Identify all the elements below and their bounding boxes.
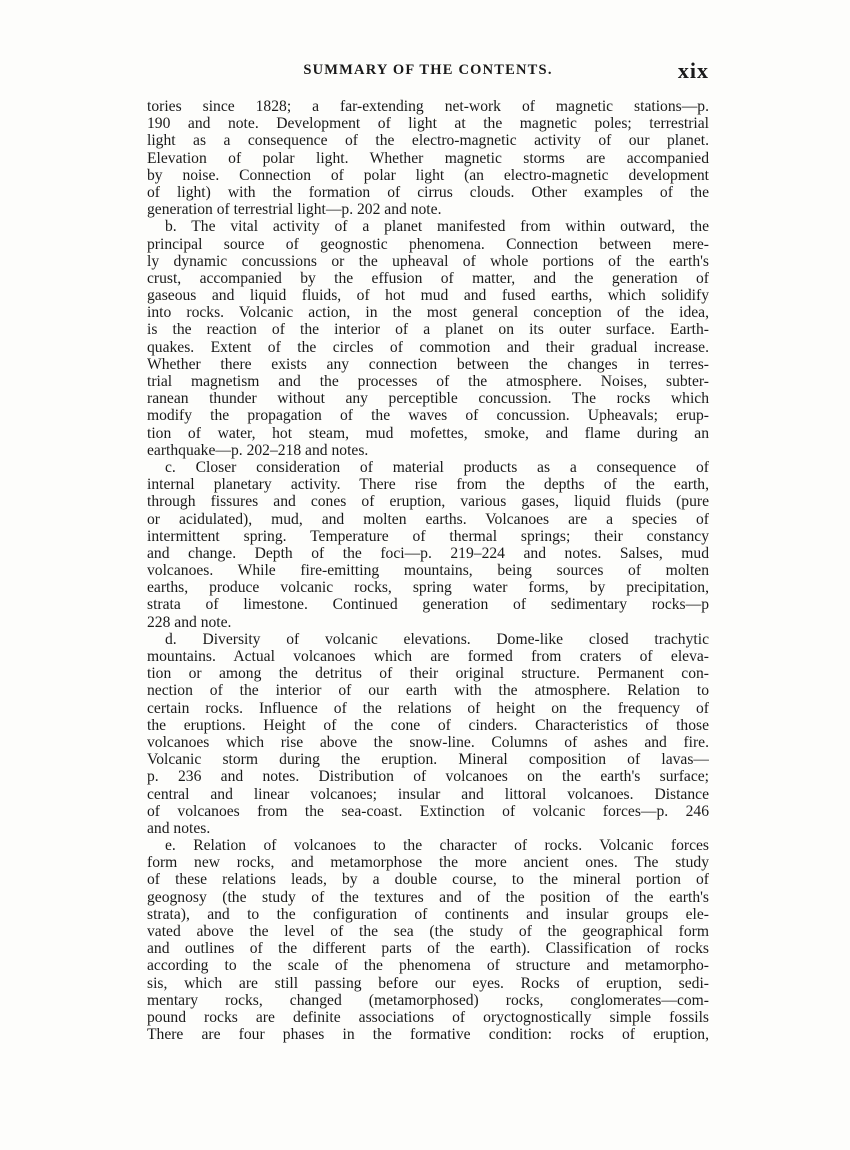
text-line: is the reaction of the interior of a planet on its outer surface. Earth- xyxy=(147,321,709,339)
paragraph-start-d: d. Diversity of volcanic elevations. Dome-like closed trachytic xyxy=(165,630,709,648)
text-line: light as a consequence of the electro-magnetic activity of our planet. xyxy=(147,132,709,150)
text-line: tories since 1828; a far-extending net-work of magnetic stations—p. xyxy=(147,98,709,115)
text-line: tion or among the detritus of their original structure. Permanent con- xyxy=(147,665,709,683)
text-line: 190 and note. Development of light at the magnetic poles; terrestrial xyxy=(147,115,709,133)
text-line: geognosy (the study of the textures and of the position of the earth's xyxy=(147,888,709,906)
text-line: through fissures and cones of eruption, various gases, liquid fluids (pure xyxy=(147,493,709,511)
text-line: volcanoes. While fire-emitting mountains, being sources of molten xyxy=(147,562,709,580)
text-line: pound rocks are definite associations of oryctognostically simple fossils xyxy=(147,1008,709,1026)
running-title: SUMMARY OF THE CONTENTS. xyxy=(303,62,553,78)
text-line: by noise. Connection of polar light (an electro-magnetic development xyxy=(147,166,709,184)
text-line: of light) with the formation of cirrus clouds. Other examples of the xyxy=(147,183,709,201)
text-line: ranean thunder without any perceptible concussion. The rocks which xyxy=(147,390,709,408)
text-line: internal planetary activity. There rise from the depths of the earth, xyxy=(147,476,709,494)
text-line: certain rocks. Influence of the relations of height on the frequency of xyxy=(147,699,709,717)
text-line: and outlines of the different parts of the earth). Classification of rocks xyxy=(147,940,709,958)
text-line: form new rocks, and metamorphose the more ancient ones. The study xyxy=(147,854,709,872)
text-line: earthquake—p. 202–218 and notes. xyxy=(147,441,369,459)
paragraph-start-b: b. The vital activity of a planet manifested from within outward, the xyxy=(165,218,709,236)
text-line: generation of terrestrial light—p. 202 and note. xyxy=(147,201,442,219)
text-line: modify the propagation of the waves of concussion. Upheavals; erup- xyxy=(147,407,709,425)
text-line: earths, produce volcanic rocks, spring water forms, by precipitation, xyxy=(147,579,709,597)
text-line: into rocks. Volcanic action, in the most general conception of the idea, xyxy=(147,304,709,322)
text-line: Elevation of polar light. Whether magnetic storms are accompanied xyxy=(147,149,709,167)
text-line: principal source of geognostic phenomena. Connection between mere- xyxy=(147,235,709,253)
paragraph-start-c: c. Closer consideration of material products as a consequence of xyxy=(165,458,709,476)
text-line: of these relations leads, by a double course, to the mineral portion of xyxy=(147,871,709,889)
text-line: mountains. Actual volcanoes which are formed from craters of eleva- xyxy=(147,648,709,665)
text-line: according to the scale of the phenomena of structure and metamorpho- xyxy=(147,957,709,975)
text-line: quakes. Extent of the circles of commotion and their gradual increase. xyxy=(147,338,709,356)
text-line: strata), and to the configuration of continents and insular groups ele- xyxy=(147,905,709,923)
text-line: tion of water, hot steam, mud mofettes, smoke, and flame during an xyxy=(147,424,709,442)
text-line: or acidulated), mud, and molten earths. Volcanoes are a species of xyxy=(147,510,709,528)
running-head xyxy=(147,58,709,88)
text-line: vated above the level of the sea (the study of the geographical form xyxy=(147,923,709,940)
text-line: strata of limestone. Continued generation of sedimentary rocks—p xyxy=(147,596,709,614)
text-line: Volcanic storm during the eruption. Mineral composition of lavas— xyxy=(147,751,709,769)
text-line: gaseous and liquid fluids, of hot mud and fused earths, which solidify xyxy=(147,287,709,305)
text-line: of volcanoes from the sea-coast. Extinction of volcanic forces—p. 246 xyxy=(147,802,709,820)
paragraph-start-e: e. Relation of volcanoes to the character of rocks. Volcanic forces xyxy=(165,837,709,855)
text-line: and change. Depth of the foci—p. 219–224 and notes. Salses, mud xyxy=(147,544,709,562)
text-line: and notes. xyxy=(147,819,211,837)
page-number: xix xyxy=(677,58,709,83)
text-line: Whether there exists any connection between the changes in terres- xyxy=(147,355,709,373)
text-line: nection of the interior of our earth with the atmosphere. Relation to xyxy=(147,682,709,700)
text-line: the eruptions. Height of the cone of cinders. Characteristics of those xyxy=(147,716,709,734)
text-line: volcanoes which rise above the snow-line. Columns of ashes and fire. xyxy=(147,733,709,751)
text-line: There are four phases in the formative condition: rocks of eruption, xyxy=(147,1026,709,1044)
text-line: 228 and note. xyxy=(147,613,232,631)
text-line: intermittent spring. Temperature of thermal springs; their constancy xyxy=(147,527,709,545)
text-line: ly dynamic concussions or the upheaval of whole portions of the earth's xyxy=(147,252,709,270)
body-text xyxy=(147,98,709,1043)
text-line: p. 236 and notes. Distribution of volcanoes on the earth's surface; xyxy=(147,768,709,786)
text-line: sis, which are still passing before our eyes. Rocks of eruption, sedi- xyxy=(147,974,709,992)
text-line: mentary rocks, changed (metamorphosed) rocks, conglomerates—com- xyxy=(147,991,709,1009)
text-line: crust, accompanied by the effusion of matter, and the generation of xyxy=(147,269,709,287)
text-line: central and linear volcanoes; insular and littoral volcanoes. Distance xyxy=(147,785,709,803)
text-line: trial magnetism and the processes of the atmosphere. Noises, subter- xyxy=(147,373,709,390)
